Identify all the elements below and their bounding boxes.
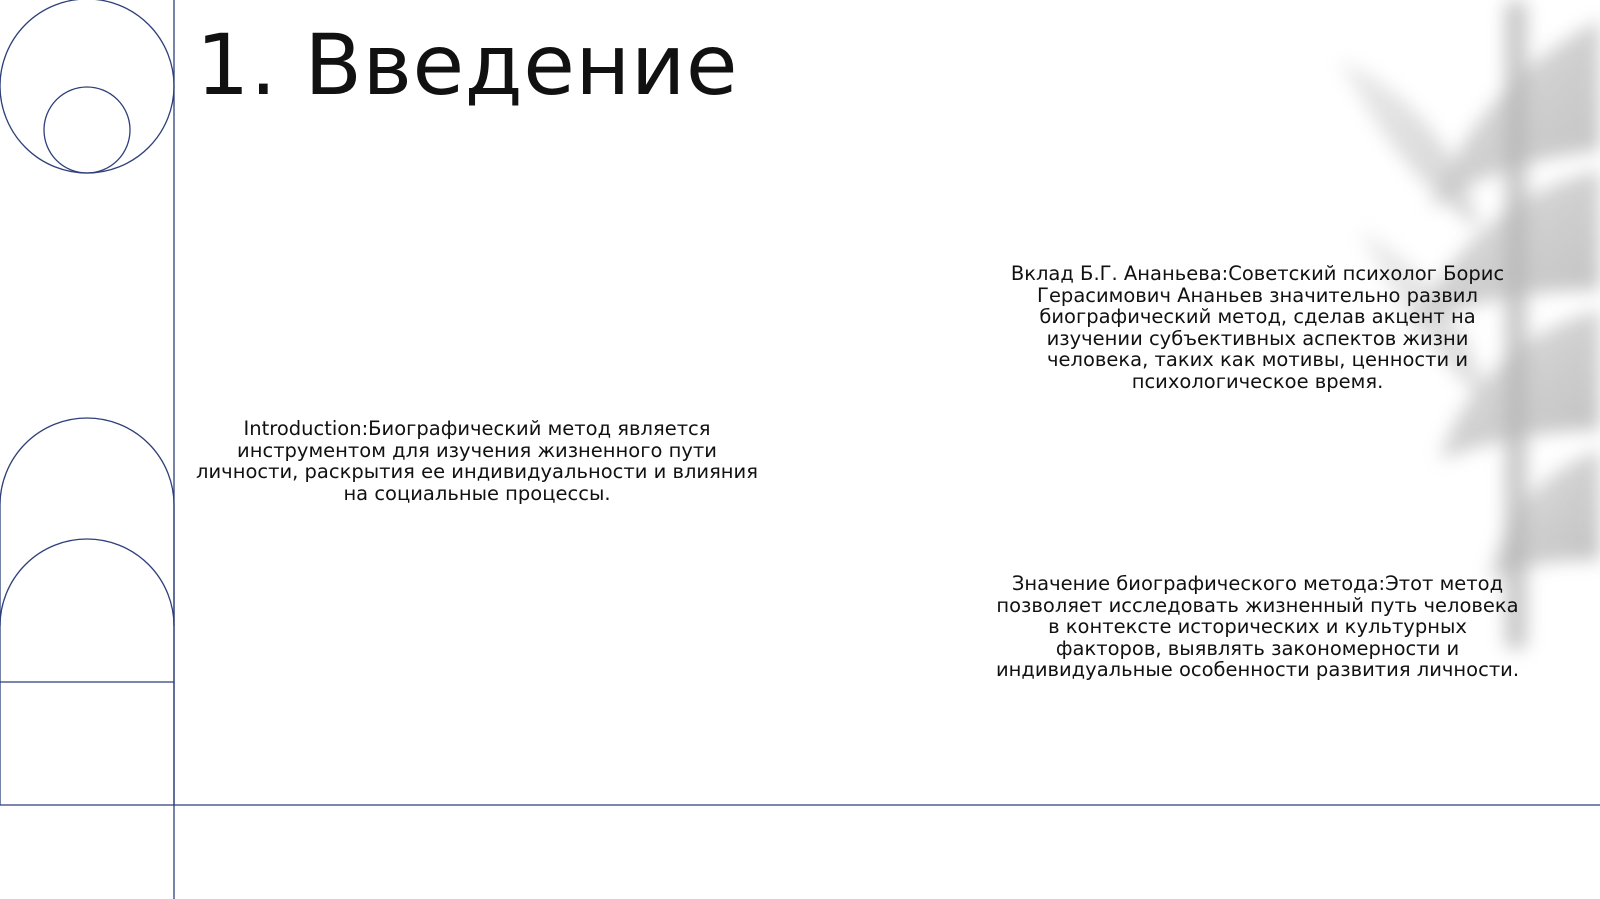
intro-text-block: Introduction:Биографический метод является инструментом для изучения жизненного пути личности, раскрытия ее индивидуальности и влияния на социальные процессы. [196,417,758,505]
ananyev-contribution-text-block: Вклад Б.Г. Ананьева:Советский психолог Борис Герасимович Ананьев значительно развил биографический метод, сделав акцент на изучении субъективных аспектов жизни человека, таких как мотивы, ценности и психологическое время. [1010,262,1505,393]
method-meaning-text-block: Значение биографического метода:Этот метод позволяет исследовать жизненный путь человека в контексте исторических и культурных факторов, выявлять закономерности и индивидуальные особенности развития личности. [995,572,1520,681]
upper-arch-ornament [0,418,174,805]
lower-arch-ornament [0,539,174,626]
slide-title: 1. Введение [196,16,739,114]
small-circle-ornament [44,87,130,173]
